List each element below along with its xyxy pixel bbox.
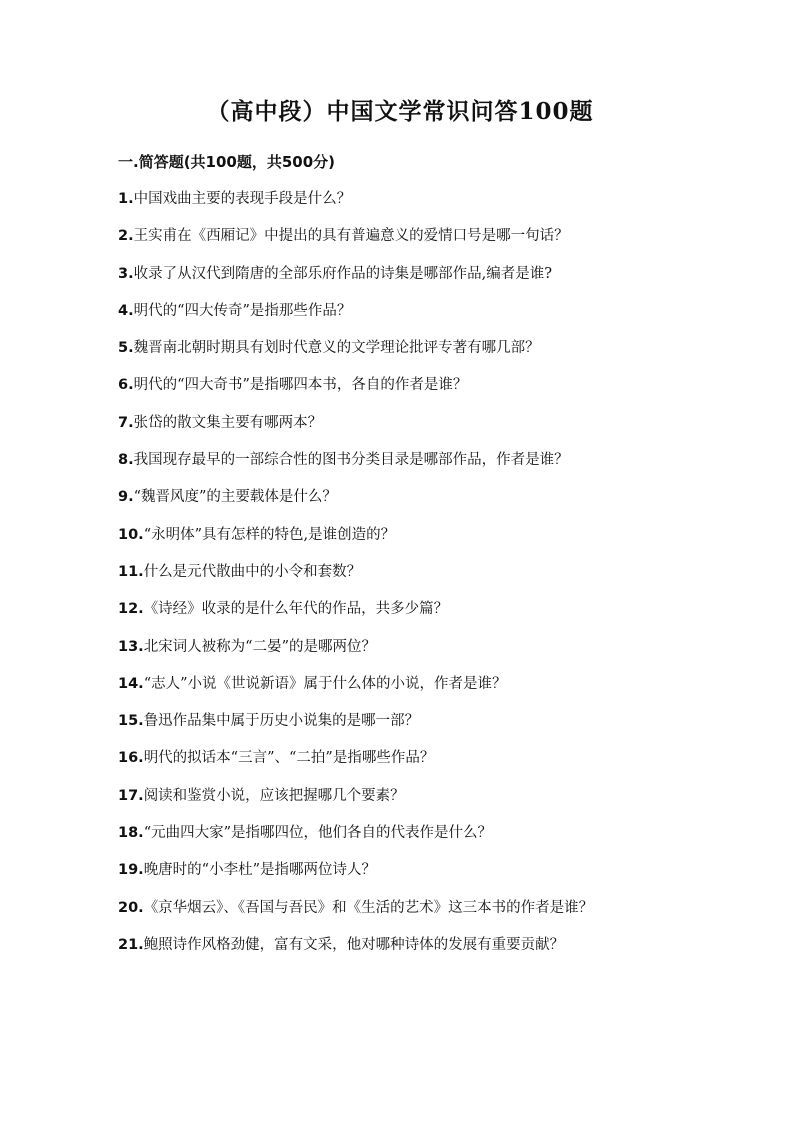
question-text: 北宋词人被称为“二晏”的是哪两位？: [143, 638, 377, 655]
question-text: 阅读和鉴赏小说，应该把握哪几个要素？: [143, 787, 405, 804]
list-item: [118, 263, 698, 300]
question-text: 明代的“四大奇书”是指哪四本书，各自的作者是谁？: [133, 377, 468, 394]
question-list: [118, 188, 698, 971]
question-text: 中国戏曲主要的表现手段是什么？: [133, 191, 352, 207]
list-item: [118, 374, 698, 411]
question-text: 《京华烟云》、《吾国与吾民》和《生活的艺术》这三本书的作者是谁？: [143, 899, 594, 916]
list-item: [118, 486, 698, 523]
list-item: [118, 785, 698, 822]
list-item: [118, 598, 698, 635]
question-text: 魏晋南北朝时期具有划时代意义的文学理论批评专著有哪几部？: [133, 340, 540, 357]
question-number: 18.: [118, 825, 144, 842]
question-number: 9.: [118, 489, 134, 506]
question-number: 3.: [118, 265, 134, 282]
question-number: 4.: [118, 302, 134, 319]
list-item: [118, 337, 698, 374]
question-number: 19.: [118, 862, 144, 879]
question-number: 12.: [118, 601, 144, 618]
list-item: [118, 300, 698, 337]
question-number: 1.: [118, 191, 134, 207]
question-number: 10.: [118, 526, 144, 543]
list-item: [118, 524, 698, 561]
list-item: [118, 188, 698, 225]
question-number: 7.: [118, 414, 134, 431]
list-item: [118, 934, 698, 971]
section-heading: 一.简答题(共100题，共500分): [118, 153, 336, 171]
list-item: [118, 673, 698, 710]
question-text: 鲁迅作品集中属于历史小说集的是哪一部？: [143, 713, 420, 730]
list-item: [118, 636, 698, 673]
list-item: [118, 412, 698, 449]
question-number: 13.: [118, 638, 144, 655]
question-number: 17.: [118, 787, 144, 804]
question-text: 收录了从汉代到隋唐的全部乐府作品的诗集是哪部作品,编者是谁?: [133, 265, 552, 282]
page-title: （高中段）中国文学常识问答100题: [206, 98, 594, 125]
list-item: [118, 561, 698, 598]
question-number: 21.: [118, 936, 144, 953]
question-number: 15.: [118, 713, 144, 730]
question-text: 明代的拟话本“三言”、“二拍”是指哪些作品？: [143, 750, 435, 767]
question-number: 5.: [118, 340, 134, 357]
question-number: 20.: [118, 899, 144, 916]
question-number: 14.: [118, 675, 144, 692]
question-text: 什么是元代散曲中的小令和套数？: [143, 563, 362, 580]
question-number: 8.: [118, 452, 134, 469]
question-text: 张岱的散文集主要有哪两本？: [133, 414, 323, 431]
question-number: 6.: [118, 377, 134, 394]
question-text: “元曲四大家”是指哪四位，他们各自的代表作是什么？: [143, 825, 493, 842]
list-item: [118, 710, 698, 747]
question-text: 晚唐时的“小李杜”是指哪两位诗人？: [143, 862, 377, 879]
question-text: “永明体”具有怎样的特色,是谁创造的？: [143, 526, 396, 543]
question-text: 王实甫在《西厢记》中提出的具有普遍意义的爱情口号是哪一句话？: [133, 228, 569, 245]
list-item: [118, 449, 698, 486]
question-text: 《诗经》收录的是什么年代的作品，共多少篇？: [143, 601, 449, 618]
list-item: [118, 859, 698, 896]
list-item: [118, 897, 698, 934]
list-item: [118, 225, 698, 262]
question-text: 我国现存最早的一部综合性的图书分类目录是哪部作品，作者是谁？: [133, 452, 569, 469]
list-item: [118, 747, 698, 784]
question-number: 2.: [118, 228, 134, 245]
question-number: 16.: [118, 750, 144, 767]
question-text: 明代的“四大传奇”是指那些作品？: [133, 302, 352, 319]
question-text: 鲍照诗作风格劲健，富有文采，他对哪种诗体的发展有重要贡献？: [143, 936, 565, 953]
question-number: 11.: [118, 563, 144, 580]
list-item: [118, 822, 698, 859]
question-text: “魏晋风度”的主要载体是什么？: [133, 489, 337, 506]
question-text: “志人”小说《世说新语》属于什么体的小说，作者是谁？: [143, 675, 507, 692]
